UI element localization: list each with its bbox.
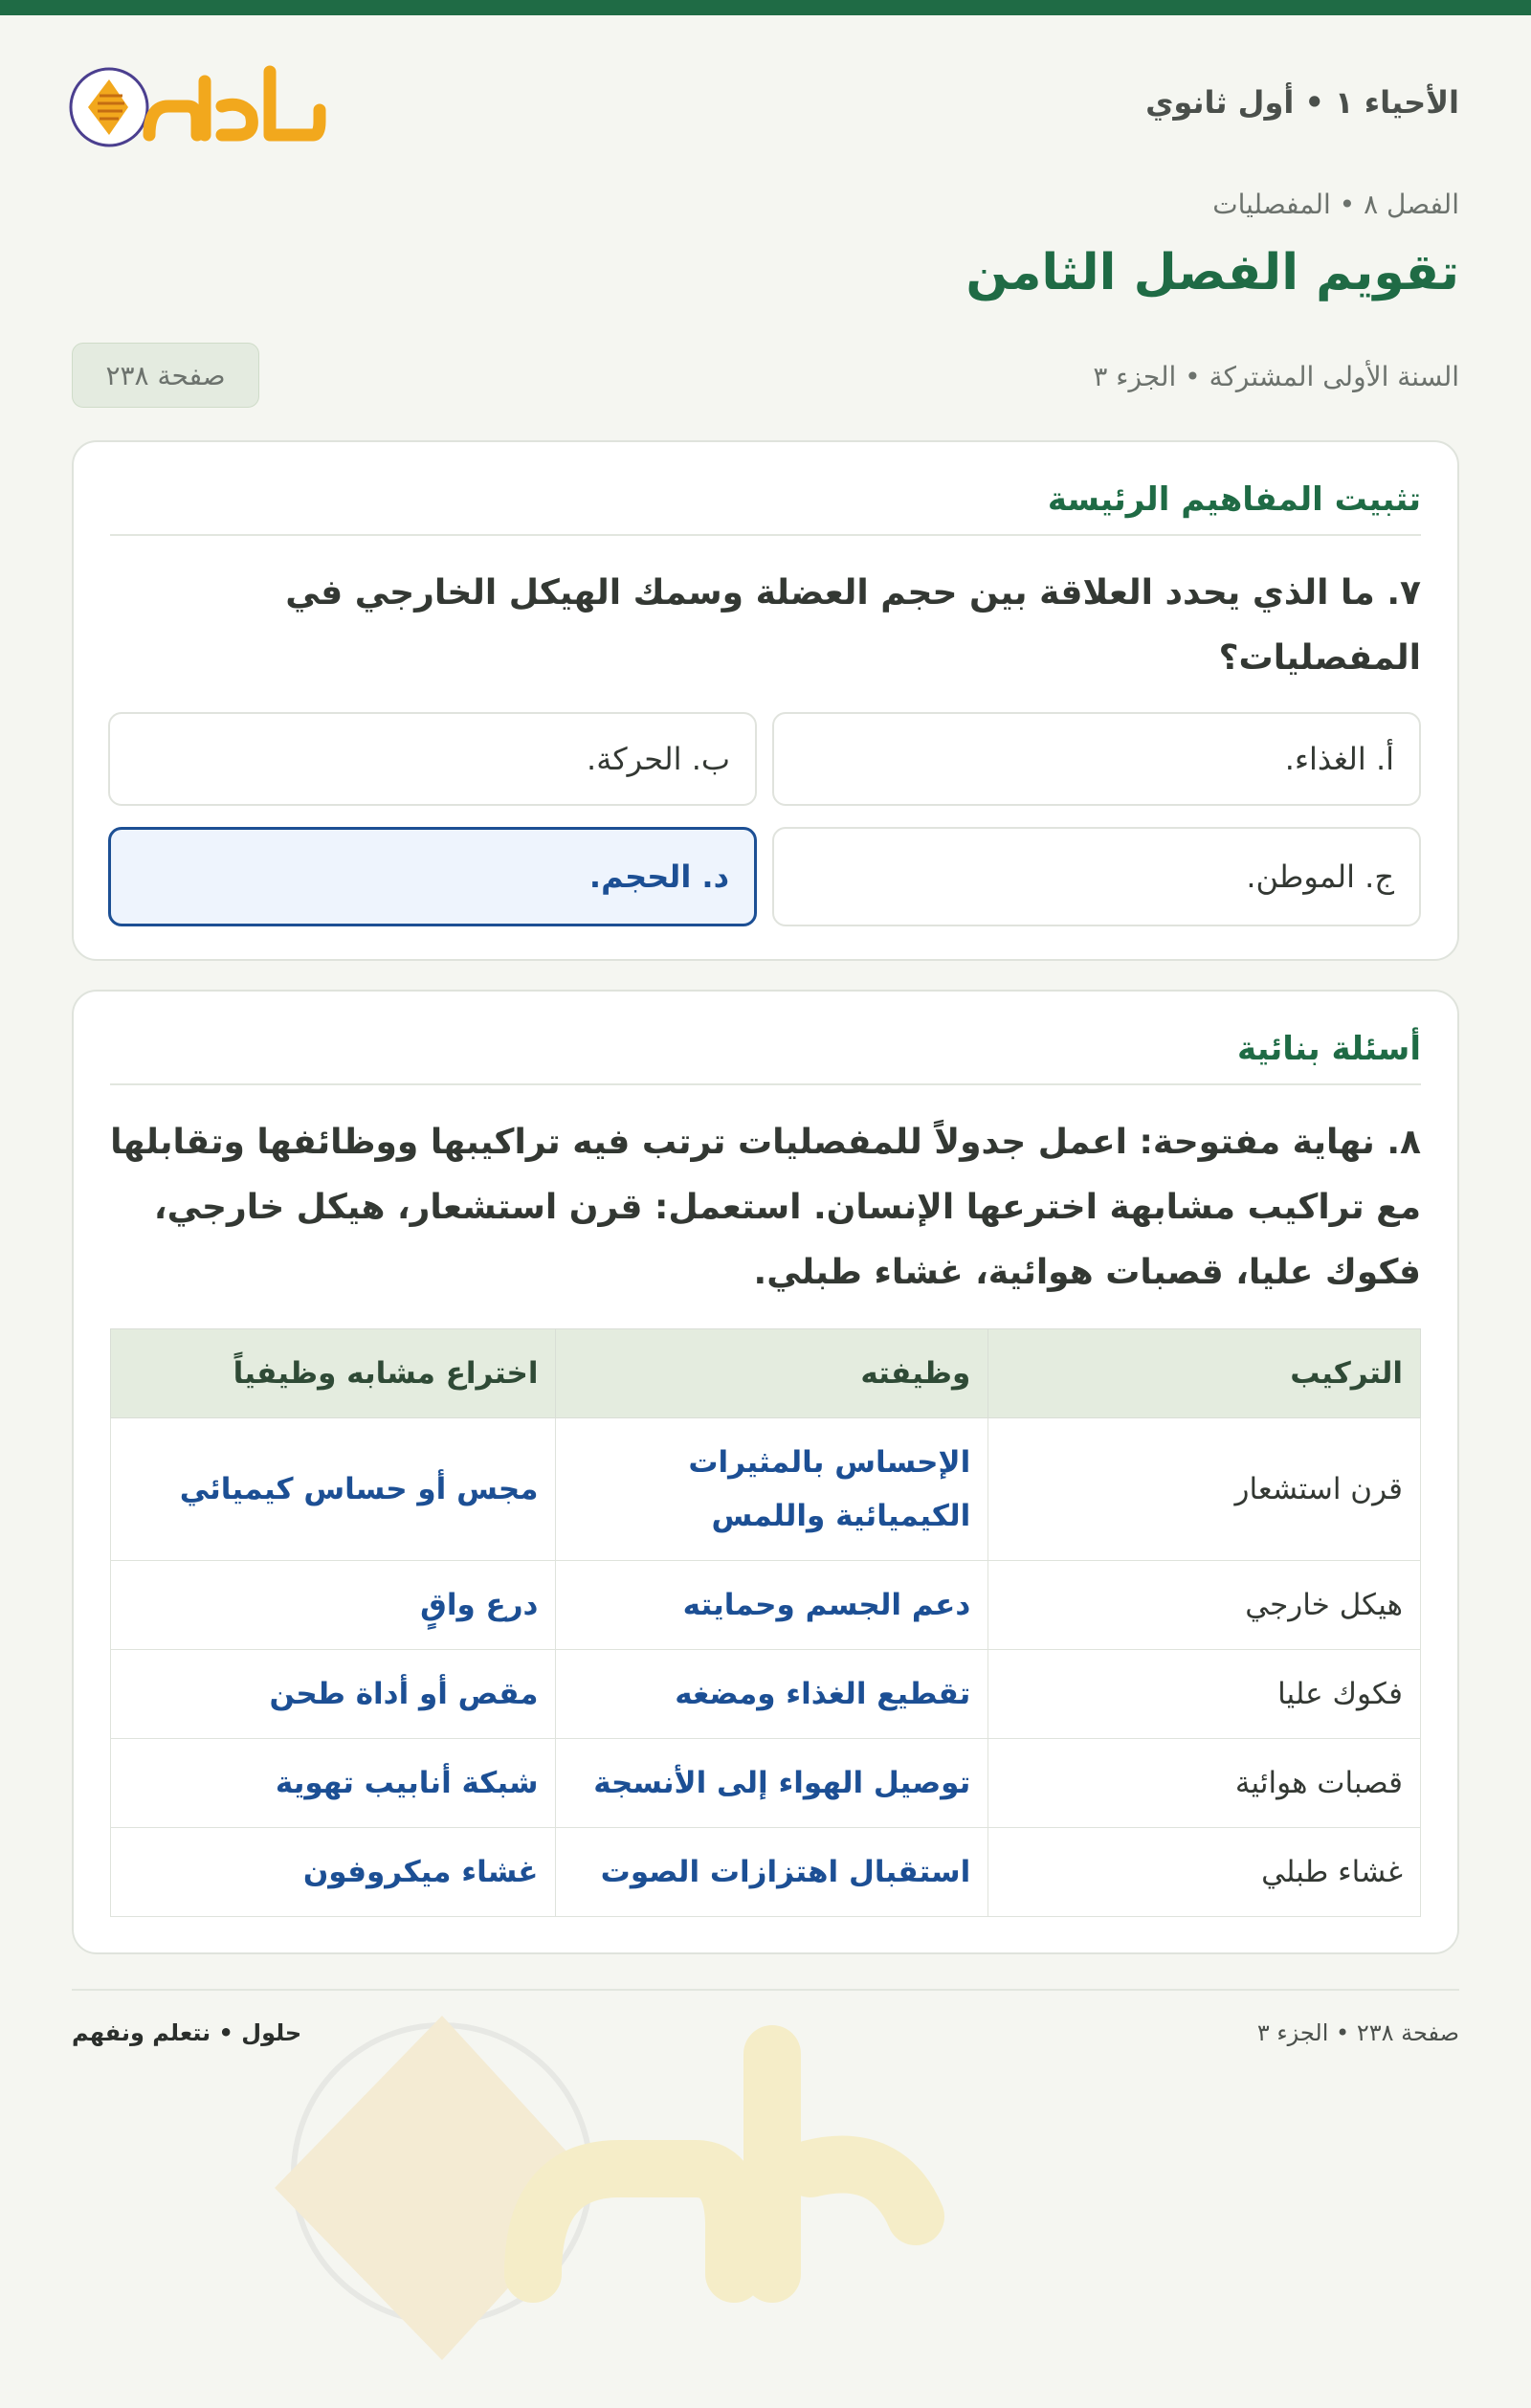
structure-cell: قرن استشعار <box>988 1418 1421 1561</box>
option-d-selected[interactable]: د. الحجم. <box>108 827 757 926</box>
page-title: تقويم الفصل الثامن <box>965 244 1459 301</box>
table-header-row <box>111 1329 1421 1418</box>
page-subtitle: السنة الأولى المشتركة • الجزء ٣ <box>1093 361 1459 392</box>
column-header-structure: التركيب <box>988 1329 1421 1418</box>
structures-table <box>110 1328 1421 1917</box>
structure-cell: غشاء طبلي <box>988 1828 1421 1917</box>
page-number-badge: صفحة ٢٣٨ <box>72 343 259 408</box>
constructive-questions-card <box>72 990 1459 1954</box>
logo-icon <box>69 53 327 158</box>
section-divider <box>110 534 1421 536</box>
invention-cell: غشاء ميكروفون <box>111 1828 556 1917</box>
table-row <box>111 1828 1421 1917</box>
watermark-logo-icon <box>217 1958 983 2408</box>
course-title: الأحياء ١ • أول ثانوي <box>1145 84 1459 121</box>
section-title: أسئلة بنائية <box>1237 1030 1421 1068</box>
invention-cell: شبكة أنابيب تهوية <box>111 1739 556 1828</box>
question-7: ٧. ما الذي يحدد العلاقة بين حجم العضلة وسمك الهيكل الخارجي في المفصليات؟ <box>285 573 1421 678</box>
table-row <box>111 1561 1421 1650</box>
option-b[interactable]: ب. الحركة. <box>108 712 757 806</box>
structure-cell: قصبات هوائية <box>988 1739 1421 1828</box>
table-row <box>111 1418 1421 1561</box>
table-row <box>111 1739 1421 1828</box>
section-divider <box>110 1083 1421 1085</box>
structure-cell: فكوك عليا <box>988 1650 1421 1739</box>
top-accent-bar <box>0 0 1531 15</box>
column-header-invention: اختراع مشابه وظيفياً <box>111 1329 556 1418</box>
question-8: ٨. نهاية مفتوحة: اعمل جدولاً للمفصليات ترتب فيه تراكيبها ووظائفها وتقابلها مع تراكيب مشابهة اخترعها الإنسان. استعمل: قرن استشعار، هيكل خارجي، فكوك عليا، قصبات هوائية، غشاء طبلي. <box>110 1123 1421 1292</box>
column-header-function: وظيفته <box>556 1329 988 1418</box>
key-concepts-card <box>72 440 1459 961</box>
chapter-label: الفصل ٨ • المفصليات <box>1212 189 1459 220</box>
footer-divider <box>72 1989 1459 1991</box>
table-row <box>111 1650 1421 1739</box>
invention-cell: درع واقٍ <box>111 1561 556 1650</box>
footer-brand: حلول • نتعلم ونفهم <box>72 2019 302 2046</box>
invention-cell: مجس أو حساس كيميائي <box>111 1418 556 1561</box>
hulul-logo <box>69 53 327 158</box>
function-cell: تقطيع الغذاء ومضغه <box>556 1650 988 1739</box>
footer-page-info: صفحة ٢٣٨ • الجزء ٣ <box>1256 2019 1459 2046</box>
section-title: تثبيت المفاهيم الرئيسة <box>1047 480 1421 519</box>
function-cell: دعم الجسم وحمايته <box>556 1561 988 1650</box>
function-cell: استقبال اهتزازات الصوت <box>556 1828 988 1917</box>
function-cell: الإحساس بالمثيرات الكيميائية واللمس <box>556 1418 988 1561</box>
option-a[interactable]: أ. الغذاء. <box>772 712 1421 806</box>
function-cell: توصيل الهواء إلى الأنسجة <box>556 1739 988 1828</box>
invention-cell: مقص أو أداة طحن <box>111 1650 556 1739</box>
structure-cell: هيكل خارجي <box>988 1561 1421 1650</box>
option-c[interactable]: ج. الموطن. <box>772 827 1421 926</box>
